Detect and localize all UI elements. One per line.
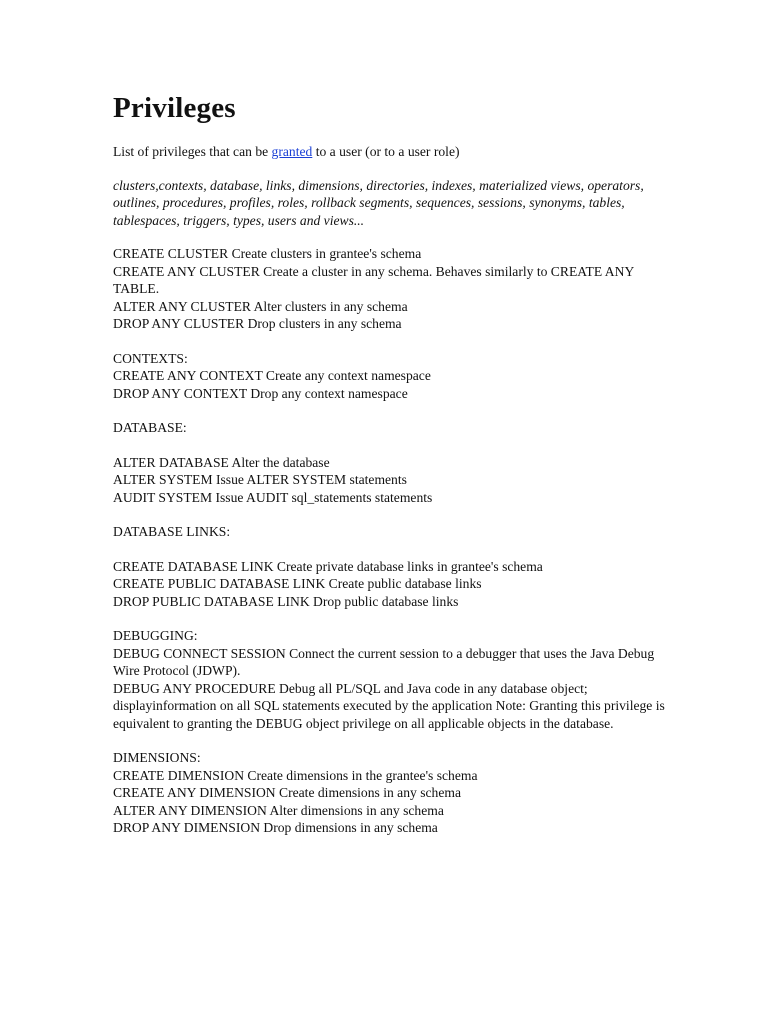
privilege-line: CREATE DATABASE LINK Create private database links in grantee's schema (113, 558, 543, 574)
categories-list: clusters,contexts, database, links, dimensions, directories, indexes, materialized views, operators, outlines, procedures, profiles, roles, rollback segments, sequences, sessions, synonyms, tables, tablespaces, triggers, types, users and views... (113, 177, 644, 228)
section-heading: CONTEXTS: (113, 350, 188, 366)
privilege-line: CREATE DIMENSION Create dimensions in the grantee's schema (113, 767, 478, 783)
privilege-line: CREATE ANY CONTEXT Create any context namespace (113, 368, 431, 383)
document-page (113, 88, 673, 854)
privilege-line: ALTER SYSTEM Issue ALTER SYSTEM statements (113, 472, 407, 487)
granted-link[interactable]: granted (271, 144, 313, 159)
intro-text-after: to a user (or to a user role) (312, 144, 460, 159)
contexts-section (113, 350, 673, 403)
section-heading: DATABASE: (113, 420, 187, 435)
privilege-line: DROP ANY DIMENSION Drop dimensions in any schema (113, 820, 438, 835)
privilege-line: CREATE CLUSTER Create clusters in grantee's schema (113, 246, 422, 261)
section-heading: DIMENSIONS: (113, 750, 201, 765)
section-heading: DATABASE LINKS: (113, 524, 231, 539)
privilege-line: CREATE ANY CLUSTER Create a cluster in any schema. Behaves similarly to CREATE ANY TABLE. (113, 263, 634, 296)
database-links-section (113, 523, 673, 610)
privilege-line: CREATE ANY DIMENSION Create dimensions in any schema (113, 785, 461, 800)
database-section (113, 419, 673, 506)
privilege-line: DROP PUBLIC DATABASE LINK Drop public database links (113, 593, 459, 609)
privilege-line: ALTER DATABASE Alter the database (113, 454, 330, 470)
intro-text-before: List of privileges that can be (113, 144, 272, 159)
section-heading: DEBUGGING: (113, 628, 198, 643)
privilege-line: AUDIT SYSTEM Issue AUDIT sql_statements statements (113, 489, 433, 505)
dimensions-section (113, 749, 673, 837)
privilege-line: ALTER ANY DIMENSION Alter dimensions in any schema (113, 802, 444, 818)
clusters-section (113, 245, 673, 333)
privilege-line: DROP ANY CLUSTER Drop clusters in any schema (113, 316, 402, 331)
debugging-section (113, 627, 673, 732)
privilege-line: ALTER ANY CLUSTER Alter clusters in any schema (113, 298, 408, 314)
privilege-line: CREATE PUBLIC DATABASE LINK Create public database links (113, 576, 482, 591)
privilege-line: DROP ANY CONTEXT Drop any context namespace (113, 385, 408, 401)
intro-paragraph (113, 143, 673, 161)
privilege-line: DEBUG CONNECT SESSION Connect the current session to a debugger that uses the Java Debug Wire Protocol (JDWP). (113, 645, 655, 678)
privilege-line: DEBUG ANY PROCEDURE Debug all PL/SQL and Java code in any database object; displayinformation on all SQL statements executed by the application Note: Granting this privilege is equivalent to granting the DEBUG object privilege on all applicable objects in the database. (113, 680, 665, 731)
page-title: Privileges (113, 92, 236, 124)
